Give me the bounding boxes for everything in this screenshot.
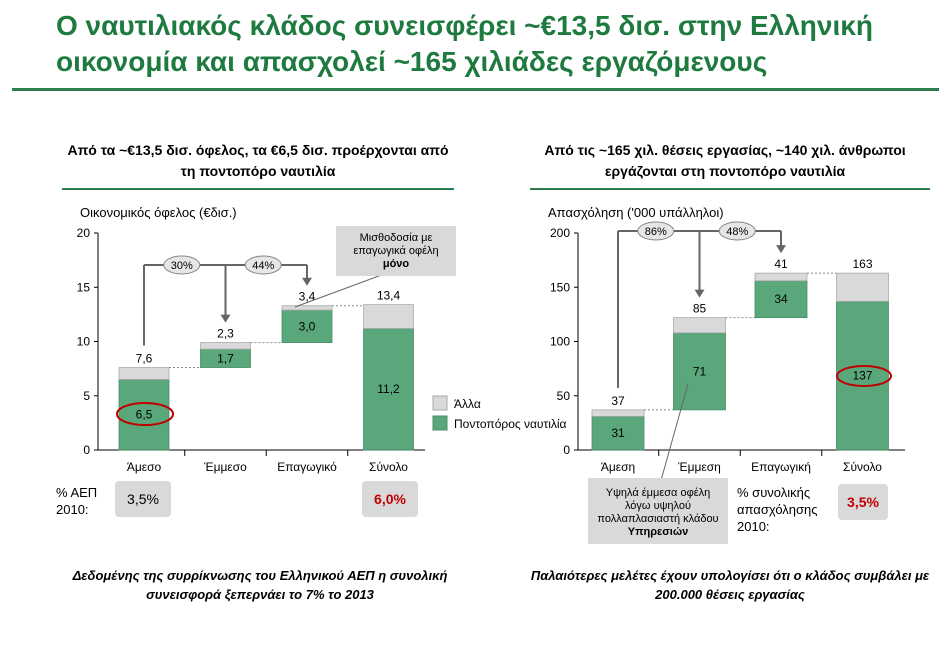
left-chart-bar-total-label: 3,4 bbox=[298, 289, 316, 304]
employment-share-label: % συνολικής απασχόλησης 2010: bbox=[737, 485, 818, 534]
employment-share-badge bbox=[838, 484, 888, 520]
right-chart-y-tick-label: 150 bbox=[549, 280, 570, 295]
right-chart-category-label: Έμμεση bbox=[678, 460, 721, 474]
right-chart-bar-total-label: 41 bbox=[774, 257, 788, 272]
left-callout-line: επαγωγικά οφέλη bbox=[353, 245, 439, 257]
right-chart-bar-value-label: 137 bbox=[852, 368, 873, 383]
left-chart-bar-value-label: 3,0 bbox=[298, 319, 316, 334]
legend-label-other: Άλλα bbox=[454, 397, 481, 411]
left-chart-category-label: Άμεσο bbox=[126, 460, 162, 474]
right-chart-bar-other bbox=[592, 410, 644, 417]
right-panel-heading: Από τις ~165 χιλ. θέσεις εργασίας, ~140 χιλ. άνθρωποι εργάζονται στη ποντοπόρο ναυτιλία bbox=[544, 142, 906, 179]
right-callout-line: πολλαπλασιαστή κλάδου bbox=[597, 513, 719, 525]
right-chart-y-tick-label: 50 bbox=[556, 388, 570, 403]
right-chart-y-tick-label: 100 bbox=[549, 334, 570, 349]
left-chart-bar-total-label: 13,4 bbox=[376, 288, 401, 303]
left-chart-bar-other bbox=[119, 368, 169, 380]
page-title: Ο ναυτιλιακός κλάδος συνεισφέρει ~€13,5 δισ. στην Ελληνική οικονομία και απασχολεί ~165 χιλιάδες εργαζόμενους bbox=[56, 10, 873, 77]
left-chart-category-label: Σύνολο bbox=[369, 460, 408, 474]
right-chart-share-label: 86% bbox=[644, 226, 667, 238]
left-chart-bar-total-label: 7,6 bbox=[135, 351, 153, 366]
left-chart-bar-total-label: 2,3 bbox=[217, 326, 234, 341]
left-chart-y-tick-label: 10 bbox=[76, 334, 90, 349]
left-chart-y-tick-label: 15 bbox=[76, 280, 90, 295]
right-footnote: Παλαιότερες μελέτες έχουν υπολογίσει ότι ο κλάδος συμβάλει με 200.000 θέσεις εργασίας bbox=[530, 568, 930, 602]
left-footnote: Δεδομένης της συρρίκνωσης του Ελληνικού ΑΕΠ η συνολική συνεισφορά ξεπερνάει το 7% το 2013 bbox=[72, 568, 448, 602]
left-chart-bar-value-label: 11,2 bbox=[377, 382, 400, 397]
left-chart-y-tick-label: 5 bbox=[83, 388, 90, 403]
right-chart-share-label: 48% bbox=[726, 226, 749, 238]
right-chart-y-tick-label: 0 bbox=[563, 443, 570, 457]
left-chart-arrow-head bbox=[302, 278, 312, 286]
right-chart-bar-value-label: 34 bbox=[774, 292, 788, 307]
left-chart-bar-other bbox=[201, 343, 251, 350]
right-chart-category-label: Επαγωγική bbox=[751, 460, 811, 474]
right-chart-bar-total-label: 85 bbox=[692, 301, 707, 316]
left-chart-y-axis-title: Οικονομικός όφελος (€δισ.) bbox=[80, 205, 237, 220]
right-chart-category-label: Άμεση bbox=[600, 460, 636, 474]
gdp-direct-badge bbox=[115, 481, 171, 517]
gdp-total-badge bbox=[362, 481, 418, 517]
right-chart-bar-value-label: 31 bbox=[611, 426, 625, 441]
right-chart-bar-total-label: 37 bbox=[611, 393, 625, 408]
left-chart-arrow-head bbox=[221, 315, 231, 323]
right-chart-arrow-head bbox=[776, 245, 786, 253]
employment-share-value: 3,5% bbox=[847, 494, 879, 510]
right-callout-line: Υπηρεσιών bbox=[627, 526, 689, 538]
left-chart-bar-other bbox=[282, 306, 332, 310]
left-chart-share-label: 44% bbox=[252, 260, 275, 272]
right-chart-bar-other bbox=[837, 273, 889, 301]
right-chart-bar-other bbox=[674, 318, 726, 333]
legend-label-shipping: Ποντοπόρος ναυτιλία bbox=[454, 417, 567, 431]
left-callout-line: μόνο bbox=[382, 258, 410, 270]
right-chart-category-label: Σύνολο bbox=[843, 460, 882, 474]
right-chart-arrow-head bbox=[695, 290, 705, 298]
gdp-label: % ΑΕΠ 2010: bbox=[56, 485, 98, 517]
left-chart-y-tick-label: 0 bbox=[83, 443, 90, 457]
left-chart-bar-other bbox=[364, 305, 414, 329]
gdp-direct-value: 3,5% bbox=[127, 491, 159, 507]
left-callout-line: Μισθοδοσία με bbox=[359, 232, 433, 244]
right-callout-line: Υψηλά έμμεσα οφέλη bbox=[605, 487, 711, 499]
right-chart-bar-total-label: 163 bbox=[852, 257, 873, 272]
left-chart-bar-value-label: 6,5 bbox=[135, 407, 153, 422]
gdp-total-value: 6,0% bbox=[374, 491, 406, 507]
right-chart-bar-value-label: 71 bbox=[692, 364, 707, 379]
right-chart-bar-other bbox=[755, 273, 807, 281]
left-chart-y-tick-label: 20 bbox=[76, 226, 90, 240]
left-chart-bar-value-label: 1,7 bbox=[217, 351, 234, 366]
legend-swatch-other bbox=[433, 396, 447, 410]
right-chart-y-tick-label: 200 bbox=[549, 226, 570, 240]
right-callout-line: λόγω υψηλού bbox=[624, 500, 692, 512]
right-chart-y-axis-title: Απασχόληση ('000 υπάλληλοι) bbox=[548, 205, 724, 220]
left-panel-heading: Από τα ~€13,5 δισ. όφελος, τα €6,5 δισ. προέρχονται από τη ποντοπόρο ναυτιλία bbox=[67, 142, 449, 179]
left-chart-category-label: Επαγωγικό bbox=[277, 460, 337, 474]
left-chart-share-label: 30% bbox=[170, 260, 193, 272]
left-chart-category-label: Έμμεσο bbox=[204, 460, 247, 474]
legend-swatch-shipping bbox=[433, 416, 447, 430]
